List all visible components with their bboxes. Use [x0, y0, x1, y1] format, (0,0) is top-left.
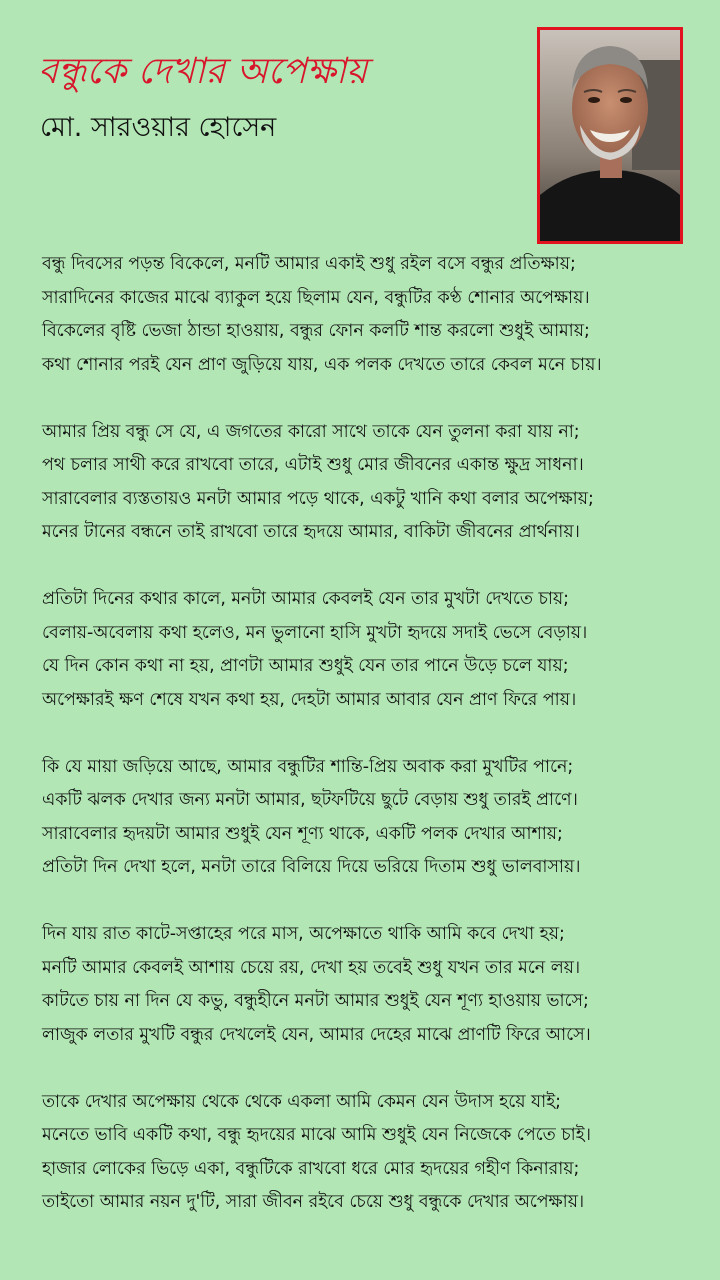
poem-line: সারাবেলার ব্যস্ততায়ও মনটা আমার পড়ে থাকে, একটু খানি কথা বলার অপেক্ষায়;: [42, 488, 594, 509]
poem-line: প্রতিটা দিন দেখা হলে, মনটা তারে বিলিয়ে দিয়ে ভরিয়ে দিতাম শুধু ভালবাসায়।: [42, 857, 581, 877]
poem-line: সারাদিনের কাজের মাঝে ব্যাকুল হয়ে ছিলাম যেন, বন্ধুটির কণ্ঠ শোনার অপেক্ষায়।: [42, 287, 590, 308]
poem-line: কথা শোনার পরই যেন প্রাণ জুড়িয়ে যায়, এক পলক দেখতে তারে কেবল মনে চায়।: [42, 354, 602, 375]
stanza-1: [0, 248, 720, 382]
poem-line: প্রতিটা দিনের কথার কালে, মনটা আমার কেবলই যেন তার মুখটা দেখতে চায়;: [42, 589, 569, 609]
poem-line: কাটতে চায় না দিন যে কভু, বন্ধুহীনে মনটা আমার শুধুই যেন শূণ্য হাওয়ায় ভাসে;: [42, 991, 589, 1011]
stanza-3: [0, 583, 720, 717]
stanza-5: [0, 918, 720, 1052]
poem-line: মনটি আমার কেবলই আশায় চেয়ে রয়, দেখা হয় তবেই শুধু যখন তার মনে লয়।: [42, 957, 581, 978]
poem-line: আমার প্রিয় বন্ধু সে যে, এ জগতের কারো সাথে তাকে যেন তুলনা করা যায় না;: [42, 421, 580, 442]
poem-line: কি যে মায়া জড়িয়ে আছে, আমার বন্ধুটির শান্তি-প্রিয় অবাক করা মুখটির পানে;: [42, 756, 574, 777]
poem-title: বন্ধুকে দেখার অপেক্ষায়: [38, 51, 368, 92]
stanza-6: [0, 1086, 720, 1220]
poem-line: মনের টানের বন্ধনে তাই রাখবো তারে হৃদয়ে আমার, বাকিটা জীবনের প্রার্থনায়।: [42, 522, 580, 542]
author-name: মো. সারওয়ার হোসেন: [40, 112, 277, 143]
poem-line: বিকেলের বৃষ্টি ভেজা ঠান্ডা হাওয়ায়, বন্ধুর ফোন কলটি শান্ত করলো শুধুই আমায়;: [42, 321, 590, 341]
poem-line: বেলায়-অবেলায় কথা হলেও, মন ভুলানো হাসি মুখটা হৃদয়ে সদাই ভেসে বেড়ায়।: [42, 622, 588, 643]
poem-line: হাজার লোকের ভিড়ে একা, বন্ধুটিকে রাখবো ধরে মোর হৃদয়ের গহীণ কিনারায়;: [42, 1158, 580, 1179]
poem-line: দিন যায় রাত কাটে-সপ্তাহের পরে মাস, অপেক্ষাতে থাকি আমি কবে দেখা হয়;: [42, 924, 565, 944]
poem-line: মনেতে ভাবি একটি কথা, বন্ধু হৃদয়ের মাঝে আমি শুধুই যেন নিজেকে পেতে চাই।: [42, 1125, 591, 1145]
poem-line: লাজুক লতার মুখটি বন্ধুর দেখলেই যেন, আমার দেহের মাঝে প্রাণটি ফিরে আসে।: [42, 1024, 591, 1045]
poem-line: একটি ঝলক দেখার জন্য মনটা আমার, ছটফটিয়ে ছুটে বেড়ায় শুধু তারই প্রাণে।: [42, 790, 578, 810]
poem-line: অপেক্ষারই ক্ষণ শেষে যখন কথা হয়, দেহটা আমার আবার যেন প্রাণ ফিরে পায়।: [42, 689, 577, 710]
poem-line: পথ চলার সাথী করে রাখবো তারে, এটাই শুধু মোর জীবনের একান্ত ক্ষুদ্র সাধনা।: [42, 455, 584, 475]
author-portrait-image: [540, 30, 680, 241]
poem-line: যে দিন কোন কথা না হয়, প্রাণটা আমার শুধুই যেন তার পানে উড়ে চলে যায়;: [42, 656, 569, 676]
stanza-4: [0, 751, 720, 885]
poem-body: [0, 248, 720, 1248]
poem-line: তাকে দেখার অপেক্ষায় থেকে থেকে একলা আমি কেমন যেন উদাস হয়ে যাই;: [42, 1091, 562, 1112]
stanza-2: [0, 416, 720, 550]
poem-line: বন্ধু দিবসের পড়ন্ত বিকেলে, মনটি আমার একাই শুধু রইল বসে বন্ধুর প্রতিক্ষায়;: [42, 254, 576, 274]
poem-line: তাইতো আমার নয়ন দু'টি, সারা জীবন রইবে চেয়ে শুধু বন্ধুকে দেখার অপেক্ষায়।: [42, 1192, 585, 1212]
author-photo: [537, 27, 683, 244]
poem-line: সারাবেলার হৃদয়টা আমার শুধুই যেন শূণ্য থাকে, একটি পলক দেখার আশায়;: [42, 823, 563, 844]
